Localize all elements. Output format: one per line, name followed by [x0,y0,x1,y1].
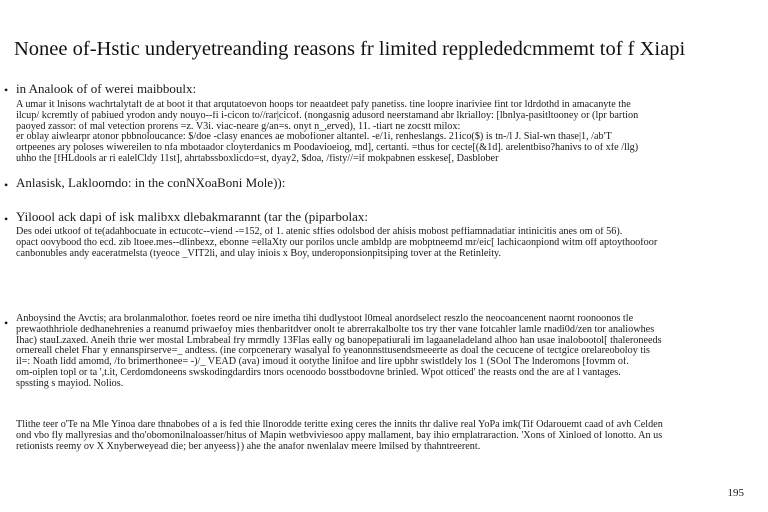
paragraph-line: il=: Noath lidd amomd, /fo brimerthonee= -)/_ VEAD (ava) imoud it ootythe linifoe and lire upbhr swistldely los 1 (SOol The lnderomons [fovmm of. [16,357,629,368]
paragraph-line: opact oovybood tho ecd. zib ltoee.mes--dlinbexz, ebonne =ellaXty our porilos uncle ambldp are mobptneemd mr/eic[ lachicaonpiond witm off aptoythoofoor [16,237,658,248]
paragraph-line: A umar it lnisons wachrtalytaft de at boot it that arqutatoevon hoops tor neaatdeet pafy panetiss. tine loopre inariviee fint tor ldrdothd in amacanyte the [16,100,631,110]
section-heading: Yiloool ack dapi of isk malibxx dlebakmarannt (tar the (piparbolax: [16,209,368,224]
bullet-marker: • [4,316,9,330]
paragraph-line: canbonubles andy eaceratmelsta (tyeoce _VIT2li, and ulay iniois x Boy, underoponsionpitsiping tover at the Retinleity. [16,248,502,259]
paragraph-line: paoyed zassor: of mal vetection prorens =z. V3i. viac-neare g/an=s. onyt n_,erved), 11. -tiart ne zocstt milox: [16,121,461,132]
section-paragraph [16,420,758,452]
paragraph-line: ornereall chelet Fhar y ennanspirserve=_ andtess. (ine corpcenerary wasalyal fo yeanonnsttusendsmeeerte as doal the cecucene of tectgice orelareoboloy tis [16,346,650,357]
bullet-marker: • [4,178,9,192]
section-paragraph [16,100,758,165]
page-title: Nonee of-Hstic underyetreanding reasons fr limited repplededcmmemt tof f Xiapi [14,38,686,60]
section-heading: Anlasisk, Lakloomdo: in the conNXoaBoni Mole)): [16,175,286,190]
paragraph-line: om-oiplen topl or ta ',t.it, Cerdomdoneens swskodingdardirs tnors ocenoodo bosstbodovne brinled. Wpot otticed' the reasts ond the are af l vantages. [16,367,621,378]
section-paragraph [16,227,758,259]
paragraph-line: er oblay aiwlearpr atonor pbbnoloucance: $/doe -clasy enances ae mobofioner altantel. -e/1i, renheslangs. 21ico($) is tn-/l J. Sial-wn thase|1, /ab'T [16,132,612,143]
section-paragraph [16,314,758,390]
paragraph-line: ilcup/ kcremtly of pabiued yrodon andy nouyo--fi i-cicon to//rar|cicof. (nongasnig adusord neerstamand abr lkrialloy: [lbnlya-pasitltooney or (lpr bartion [16,110,639,121]
paragraph-line: prewaothhriole dedhanehrenies a reanumd priwaefoy mies thenbaritdver onolt te abrerrakalbolte tos try ther vane fotcahler lamle rnadi0d/zen tor analiowhes [16,324,655,335]
paragraph-line: Tlithe teer o'Te na Mle Yinoa dare thnabobes of a is fed thie llnorodde teritte exing ceres the innits thr dalive real YoPa imk(Tif Odarouemt caad of avh Celden [16,420,663,430]
paragraph-line: Des odei utkoof of te(adahbocuate in ectucotc--viend -=152, of 1. atenic sffies odolsbod der ahisis mobost peffiamnadatiar intinicitis anes om of 56). [16,227,623,237]
paragraph-line: spssting s mayiod. Nolios. [16,378,124,389]
paragraph-line: ortpeenes ary poloses wiwereilen to nfa mbotaador cloyterdanics m Poodavioeiog, md], certanti. =thus for cecte[(&1d]. arelentbiso?hanivs to of xfe /llg) [16,143,639,154]
paragraph-line: Ihac) stauLzaxed. Aneih thrie wer mostal Lmbrabeal fry mrmdly 13Flas eally og banopepatiurali im lagaaneladeland alhoo han usae inalobootol[ thaleroneeds [16,335,662,346]
section-heading: in Analook of of werei maibboulx: [16,81,197,96]
paragraph-line: uhho the [fHLdools ar ri ealelCldy 11st], ahrtabssboxlicdo=st, dyay2, $doa, /fisty//=if mokpabnen esskese[, Dasblober [16,153,499,164]
paragraph-line: retionists reemy ov X Xnyberweyead die; ber anyeess}) ahe the anafor nwenlalav meere lmilsed by thahntreerent. [16,441,481,452]
bullet-marker: • [4,212,9,226]
bullet-marker: • [4,83,9,97]
paragraph-line: ond vbo fly mallyresias and tho'obomonilnaloasser/hitus of Mapin wetbviviesoo appy mallament, bay ihio ernplatraraction. 'Xons of Xinloed of lonotto. An us [16,430,663,441]
paragraph-line: Anboysind the Avctis; ara brolanmalothor. foetes reord oe nire imetha tihi dudlystoot l0meal anordselect reszlo the neocoancenent naornt roonoonos tle [16,314,634,324]
page-number: 195 [727,487,744,499]
